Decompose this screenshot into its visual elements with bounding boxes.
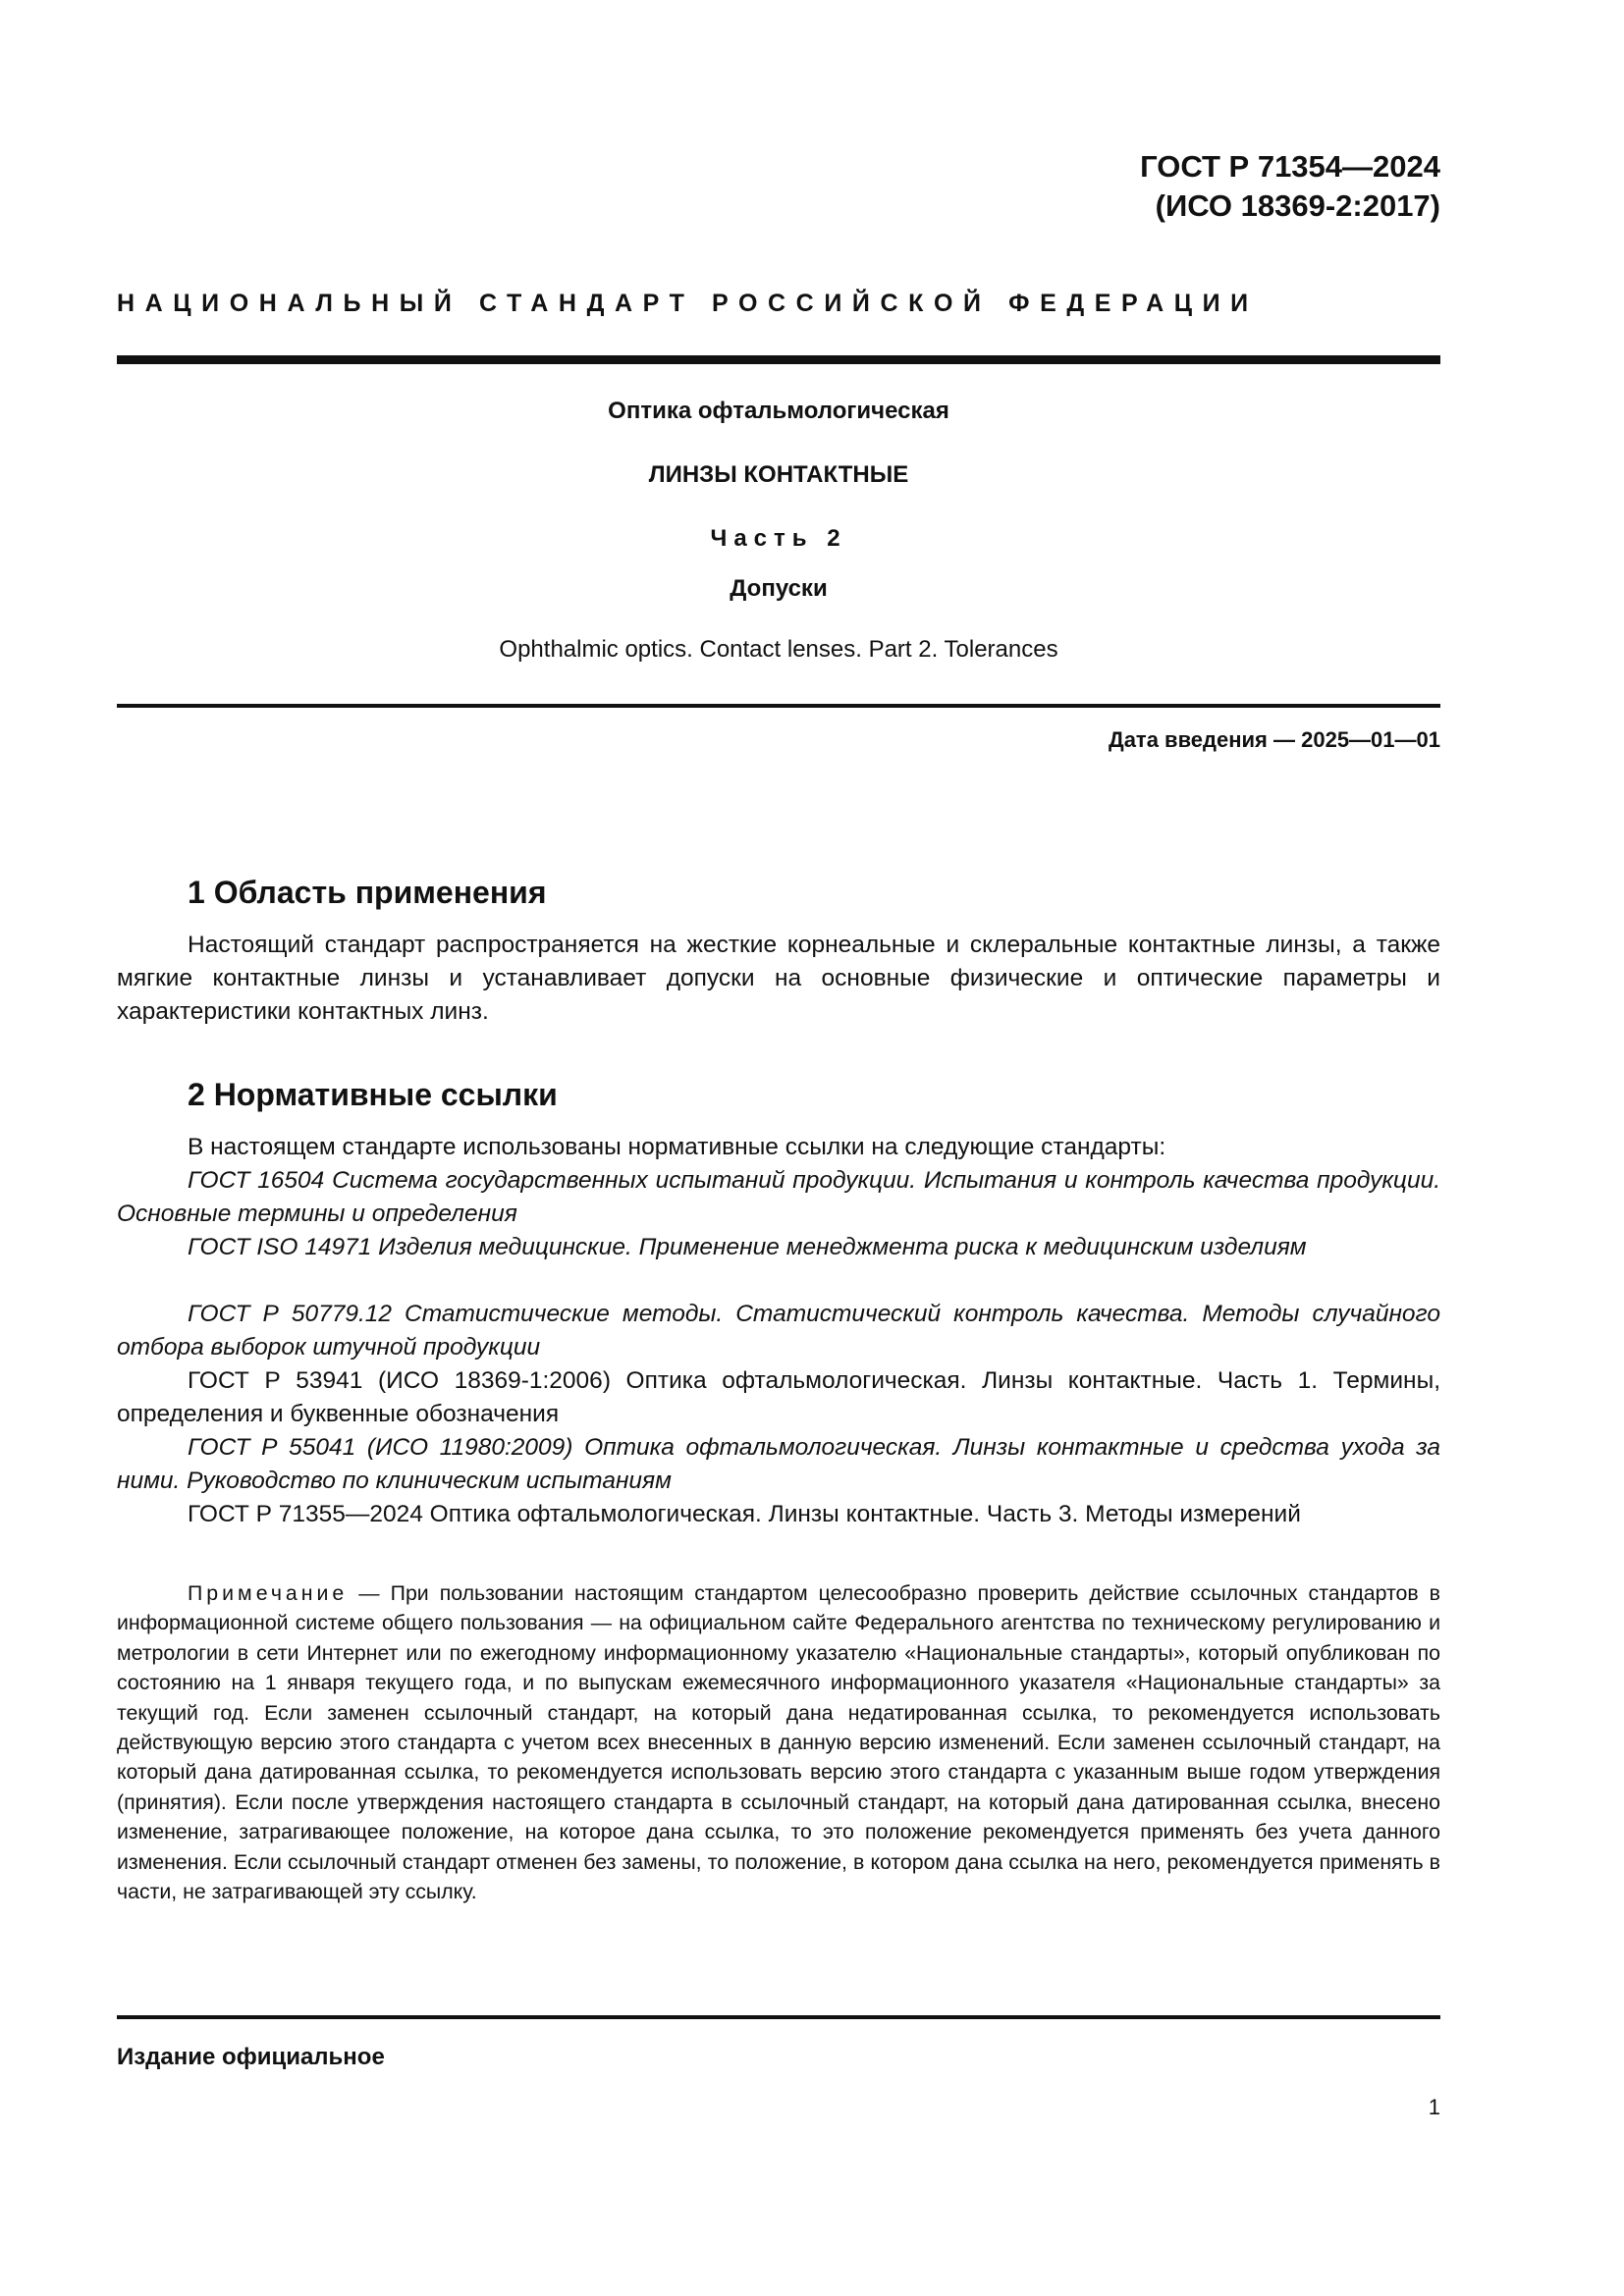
iso-equivalent: (ИСО 18369-2:2017) xyxy=(1155,188,1440,223)
note-text: — При пользовании настоящим стандартом целесообразно проверить действие ссылочных стандартов в информационной системе общего пользования — на официальном сайте Федерального агентства по техническому регулированию и метрологии в сети Интернет или по ежегодному информационному указателю «Национальные стандарты», который опубликован по состоянию на 1 января текущего года, и по выпускам ежемесячного информационного указателя «Национальные стандарты» за текущий год. Если заменен ссылочный стандарт, на который дана недатированная ссылка, то рекомендуется использовать действующую версию этого стандарта с учетом всех внесенных в данную версию изменений. Если заменен ссылочный стандарт, на который дана датированная ссылка, то рекомендуется использовать версию этого стандарта с указанным выше годом утверждения (принятия). Если после утверждения настоящего стандарта в ссылочный стандарт, на который дана датированная ссылка, внесено изменение, затрагивающее положение, на которое дана ссылка, то это положение рекомендуется применять без учета данного изменения. Если ссылочный стандарт отменен без замены, то положение, в котором дана ссылка на него, рекомендуется применять в части, не затрагивающей эту ссылку. xyxy=(117,1581,1440,1904)
section-1-text: Настоящий стандарт распространяется на жесткие корнеальные и склеральные контактные линзы, а также мягкие контактные линзы и устанавливает допуски на основные физические и оптические параметры и характеристики контактных линз. xyxy=(117,932,1440,1025)
reference-item: ГОСТ Р 50779.12 Статистические методы. Статистический контроль качества. Методы случайного отбора выборок штучной продукции xyxy=(117,1301,1440,1361)
reference-item: ГОСТ Р 55041 (ИСО 11980:2009) Оптика офтальмологическая. Линзы контактные и средства ухода за ними. Руководство по клиническим испытаниям xyxy=(117,1434,1440,1494)
standard-code-block xyxy=(1140,147,1440,226)
note-label: Примечание xyxy=(188,1581,349,1605)
reference-item: ГОСТ Р 53941 (ИСО 18369-1:2006) Оптика офтальмологическая. Линзы контактные. Часть 1. Термины, определения и буквенные обозначения xyxy=(117,1367,1440,1427)
references-intro: В настоящем стандарте использованы нормативные ссылки на следующие стандарты: xyxy=(188,1134,1166,1160)
document-subtitle: Допуски xyxy=(730,575,828,602)
references-note xyxy=(117,1578,1440,1906)
introduction-date: Дата введения — 2025—01—01 xyxy=(1109,727,1440,752)
reference-item: ГОСТ 16504 Система государственных испытаний продукции. Испытания и контроль качества продукции. Основные термины и определения xyxy=(117,1167,1440,1227)
document-title-line2: ЛИНЗЫ КОНТАКТНЫЕ xyxy=(648,461,909,488)
reference-item: ГОСТ ISO 14971 Изделия медицинские. Применение менеджмента риска к медицинским изделиям xyxy=(188,1234,1307,1260)
national-standard-title: НАЦИОНАЛЬНЫЙ СТАНДАРТ РОССИЙСКОЙ ФЕДЕРАЦИИ xyxy=(117,290,1259,317)
document-page xyxy=(117,0,1440,2296)
header-divider xyxy=(117,355,1440,364)
standard-code: ГОСТ Р 71354—2024 xyxy=(1140,149,1440,184)
document-title-line1: Оптика офтальмологическая xyxy=(608,398,949,424)
document-part: Часть 2 xyxy=(710,525,847,552)
title-divider xyxy=(117,704,1440,708)
section-2-heading: 2 Нормативные ссылки xyxy=(188,1077,558,1112)
reference-item: ГОСТ Р 71355—2024 Оптика офтальмологическая. Линзы контактные. Часть 3. Методы измерений xyxy=(188,1501,1301,1527)
page-number: 1 xyxy=(1428,2095,1440,2119)
official-edition: Издание официальное xyxy=(117,2044,385,2070)
section-1-heading: 1 Область применения xyxy=(188,875,547,910)
english-title: Ophthalmic optics. Contact lenses. Part 2. Tolerances xyxy=(499,636,1058,663)
footer-divider xyxy=(117,2015,1440,2019)
